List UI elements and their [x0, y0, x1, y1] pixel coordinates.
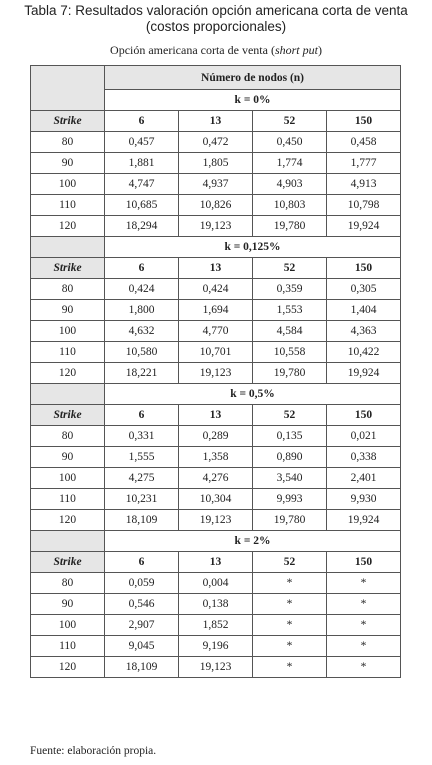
option-value-cell: 10,558: [253, 342, 327, 363]
strike-value: 90: [31, 594, 105, 615]
node-count-header: 13: [179, 111, 253, 132]
strike-value: 110: [31, 636, 105, 657]
table-row: [31, 594, 401, 615]
table-row: [31, 363, 401, 384]
option-value-cell: 9,045: [105, 636, 179, 657]
table-row: [31, 636, 401, 657]
column-header-row: [31, 111, 401, 132]
option-value-cell: 1,358: [179, 447, 253, 468]
column-header-row: [31, 405, 401, 426]
table-row: [31, 573, 401, 594]
option-value-cell: 10,304: [179, 489, 253, 510]
option-value-cell: 0,424: [179, 279, 253, 300]
table-row: [31, 426, 401, 447]
option-value-cell: 3,540: [253, 468, 327, 489]
option-value-cell: 9,930: [327, 489, 401, 510]
option-value-cell: 1,800: [105, 300, 179, 321]
k-label: k = 0,125%: [105, 237, 401, 258]
option-value-cell: 9,196: [179, 636, 253, 657]
strike-value: 80: [31, 426, 105, 447]
option-value-cell: 1,777: [327, 153, 401, 174]
option-value-cell: 19,123: [179, 510, 253, 531]
option-value-cell: 4,275: [105, 468, 179, 489]
option-value-cell: 4,913: [327, 174, 401, 195]
option-value-cell: 4,937: [179, 174, 253, 195]
option-value-cell: 1,805: [179, 153, 253, 174]
option-value-cell: 0,305: [327, 279, 401, 300]
node-count-header: 52: [253, 405, 327, 426]
option-value-cell: 1,774: [253, 153, 327, 174]
option-value-cell: 0,472: [179, 132, 253, 153]
strike-value: 110: [31, 342, 105, 363]
option-value-cell: 0,546: [105, 594, 179, 615]
option-value-cell: 4,770: [179, 321, 253, 342]
option-value-cell: 0,059: [105, 573, 179, 594]
node-count-header: 6: [105, 405, 179, 426]
option-value-cell: 19,924: [327, 216, 401, 237]
k-label: k = 0%: [105, 90, 401, 111]
k-label-left-cell: [31, 384, 105, 405]
option-value-cell: 0,458: [327, 132, 401, 153]
subtitle-italic: short put: [274, 43, 318, 57]
table-row: [31, 279, 401, 300]
option-value-cell: 10,701: [179, 342, 253, 363]
strike-header: Strike: [31, 258, 105, 279]
source-note: Fuente: elaboración propia.: [30, 745, 157, 757]
k-label-left-cell: [31, 531, 105, 552]
subtitle-text: Opción americana corta de venta (: [110, 43, 275, 57]
option-value-cell: 1,881: [105, 153, 179, 174]
k-label: k = 2%: [105, 531, 401, 552]
strike-value: 90: [31, 300, 105, 321]
strike-header: Strike: [31, 405, 105, 426]
node-count-header: 52: [253, 258, 327, 279]
table-row: [31, 447, 401, 468]
option-value-cell: 18,109: [105, 657, 179, 678]
option-value-cell: 0,021: [327, 426, 401, 447]
option-value-cell: 18,221: [105, 363, 179, 384]
node-count-header: 13: [179, 405, 253, 426]
strike-value: 90: [31, 153, 105, 174]
corner-cell: [31, 66, 105, 111]
strike-value: 90: [31, 447, 105, 468]
option-value-cell: *: [253, 657, 327, 678]
table-row: [31, 342, 401, 363]
node-count-header: 150: [327, 552, 401, 573]
option-value-cell: 1,404: [327, 300, 401, 321]
option-value-cell: 4,584: [253, 321, 327, 342]
option-value-cell: 19,780: [253, 510, 327, 531]
option-value-cell: 1,555: [105, 447, 179, 468]
option-value-cell: 9,993: [253, 489, 327, 510]
option-value-cell: 1,553: [253, 300, 327, 321]
strike-value: 80: [31, 132, 105, 153]
option-value-cell: 10,231: [105, 489, 179, 510]
option-value-cell: *: [253, 636, 327, 657]
option-value-cell: 0,424: [105, 279, 179, 300]
option-value-cell: 19,924: [327, 363, 401, 384]
node-count-header: 6: [105, 111, 179, 132]
strike-value: 100: [31, 468, 105, 489]
option-value-cell: 4,632: [105, 321, 179, 342]
node-count-header: 150: [327, 405, 401, 426]
node-count-header: 13: [179, 258, 253, 279]
option-value-cell: *: [327, 594, 401, 615]
option-value-cell: *: [253, 594, 327, 615]
option-value-cell: 0,135: [253, 426, 327, 447]
k-label-row: [31, 237, 401, 258]
title-line-2: (costos proporcionales): [145, 19, 287, 34]
results-table: [30, 65, 401, 678]
option-value-cell: *: [253, 615, 327, 636]
strike-header: Strike: [31, 111, 105, 132]
option-value-cell: 0,289: [179, 426, 253, 447]
option-value-cell: 0,890: [253, 447, 327, 468]
table-row: [31, 195, 401, 216]
option-value-cell: 2,907: [105, 615, 179, 636]
strike-value: 100: [31, 321, 105, 342]
strike-value: 120: [31, 216, 105, 237]
option-value-cell: 10,580: [105, 342, 179, 363]
option-value-cell: 19,123: [179, 657, 253, 678]
column-header-row: [31, 258, 401, 279]
table-row: [31, 321, 401, 342]
k-label-row: [31, 384, 401, 405]
strike-header: Strike: [31, 552, 105, 573]
option-value-cell: *: [327, 636, 401, 657]
strike-value: 120: [31, 657, 105, 678]
table-row: [31, 216, 401, 237]
nodes-header-row: [31, 66, 401, 90]
option-value-cell: *: [327, 615, 401, 636]
table-row: [31, 468, 401, 489]
option-value-cell: *: [327, 573, 401, 594]
option-value-cell: 0,338: [327, 447, 401, 468]
option-value-cell: 0,457: [105, 132, 179, 153]
option-value-cell: 2,401: [327, 468, 401, 489]
column-header-row: [31, 552, 401, 573]
option-value-cell: 4,363: [327, 321, 401, 342]
table-row: [31, 153, 401, 174]
table-row: [31, 489, 401, 510]
option-value-cell: 0,450: [253, 132, 327, 153]
node-count-header: 6: [105, 258, 179, 279]
option-value-cell: 0,359: [253, 279, 327, 300]
strike-value: 80: [31, 279, 105, 300]
option-value-cell: 10,685: [105, 195, 179, 216]
option-value-cell: 4,747: [105, 174, 179, 195]
table-row: [31, 510, 401, 531]
table-row: [31, 300, 401, 321]
strike-value: 120: [31, 363, 105, 384]
k-label: k = 0,5%: [105, 384, 401, 405]
option-value-cell: 18,294: [105, 216, 179, 237]
k-label-row: [31, 531, 401, 552]
strike-value: 100: [31, 174, 105, 195]
option-value-cell: 1,852: [179, 615, 253, 636]
node-count-header: 150: [327, 111, 401, 132]
node-count-header: 52: [253, 111, 327, 132]
option-value-cell: 4,903: [253, 174, 327, 195]
table-subtitle: [0, 43, 432, 57]
strike-value: 110: [31, 195, 105, 216]
option-value-cell: 10,803: [253, 195, 327, 216]
table-row: [31, 615, 401, 636]
option-value-cell: 1,694: [179, 300, 253, 321]
strike-value: 120: [31, 510, 105, 531]
node-count-header: 13: [179, 552, 253, 573]
option-value-cell: 10,798: [327, 195, 401, 216]
node-count-header: 6: [105, 552, 179, 573]
strike-value: 80: [31, 573, 105, 594]
node-count-header: 150: [327, 258, 401, 279]
option-value-cell: 18,109: [105, 510, 179, 531]
node-count-header: 52: [253, 552, 327, 573]
option-value-cell: 10,422: [327, 342, 401, 363]
results-table-body: [31, 66, 401, 678]
option-value-cell: 19,780: [253, 363, 327, 384]
option-value-cell: 0,138: [179, 594, 253, 615]
strike-value: 100: [31, 615, 105, 636]
nodes-header: Número de nodos (n): [105, 66, 401, 90]
option-value-cell: *: [253, 573, 327, 594]
table-row: [31, 657, 401, 678]
option-value-cell: 19,123: [179, 216, 253, 237]
option-value-cell: *: [327, 657, 401, 678]
option-value-cell: 19,123: [179, 363, 253, 384]
table-row: [31, 174, 401, 195]
option-value-cell: 0,331: [105, 426, 179, 447]
option-value-cell: 4,276: [179, 468, 253, 489]
title-line-1: Tabla 7: Resultados valoración opción americana corta de venta: [24, 3, 408, 18]
option-value-cell: 19,780: [253, 216, 327, 237]
option-value-cell: 0,004: [179, 573, 253, 594]
table-row: [31, 132, 401, 153]
option-value-cell: 10,826: [179, 195, 253, 216]
option-value-cell: 19,924: [327, 510, 401, 531]
subtitle-close: ): [317, 43, 322, 57]
table-title: [0, 3, 432, 35]
strike-value: 110: [31, 489, 105, 510]
k-label-left-cell: [31, 237, 105, 258]
